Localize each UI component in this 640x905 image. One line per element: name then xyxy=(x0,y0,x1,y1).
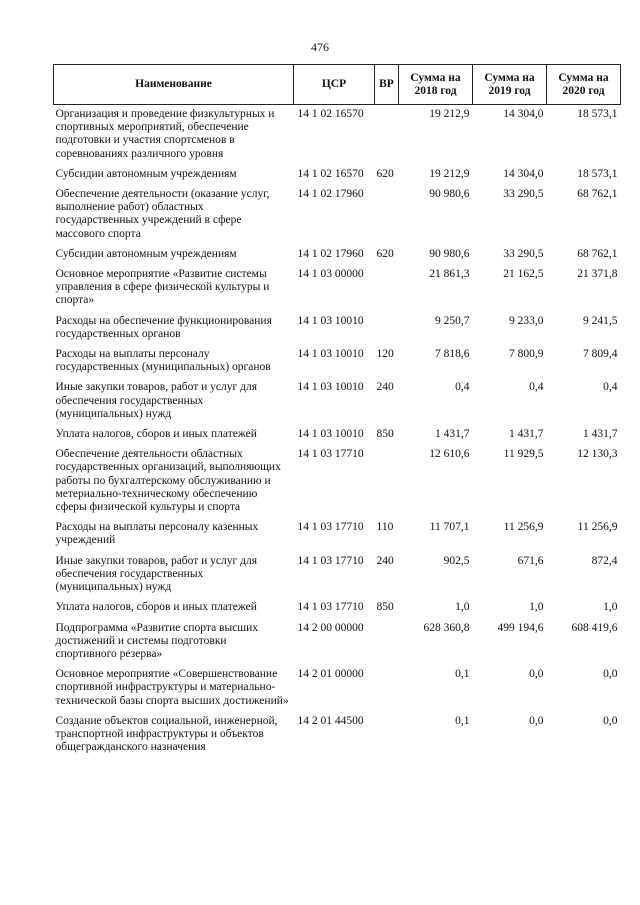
cell-sum-2018: 12 610,6 xyxy=(429,448,470,461)
table-row xyxy=(54,248,621,268)
cell-sum-2019: 1 431,7 xyxy=(509,428,544,441)
cell-sum-2018: 7 818,6 xyxy=(435,348,470,361)
cell-name: Обеспечение деятельности (оказание услуг, выполнение работ) областных государственных учреждений в сфере массового спорта xyxy=(55,188,270,240)
cell-vr xyxy=(375,268,399,315)
cell-sum-2019: 11 929,5 xyxy=(503,448,544,461)
header-name: Наименование xyxy=(54,65,294,105)
cell-vr: 850 xyxy=(376,601,394,614)
table-row xyxy=(54,168,621,188)
header-sum-2019: Сумма на 2019 год xyxy=(473,65,547,105)
cell-vr xyxy=(375,448,399,521)
cell-sum-2020: 872,4 xyxy=(591,554,618,567)
table-row xyxy=(54,348,621,381)
cell-sum-2018: 11 707,1 xyxy=(429,521,470,534)
table-header xyxy=(54,65,621,105)
table-row xyxy=(54,555,621,602)
cell-sum-2020: 9 241,5 xyxy=(583,314,618,327)
table-row xyxy=(54,622,621,669)
cell-name: Расходы на выплаты персоналу казенных учреждений xyxy=(55,521,259,547)
cell-csr: 14 2 01 44500 xyxy=(297,714,364,727)
table-row xyxy=(54,448,621,521)
cell-vr xyxy=(375,668,399,715)
cell-sum-2019: 0,0 xyxy=(529,714,544,727)
cell-vr: 120 xyxy=(376,348,394,361)
header-sum-2018: Сумма на 2018 год xyxy=(399,65,473,105)
cell-csr: 14 1 03 10010 xyxy=(297,381,364,394)
cell-sum-2018: 0,1 xyxy=(455,714,470,727)
cell-csr: 14 2 00 00000 xyxy=(297,621,364,634)
cell-vr xyxy=(375,105,399,168)
cell-csr: 14 1 03 10010 xyxy=(297,314,364,327)
cell-sum-2019: 33 290,5 xyxy=(503,188,544,201)
cell-csr: 14 1 02 17960 xyxy=(297,188,364,201)
table-row xyxy=(54,381,621,428)
cell-name: Расходы на обеспечение функционирования государственных органов xyxy=(55,314,272,340)
cell-sum-2018: 19 212,9 xyxy=(429,108,470,120)
cell-sum-2020: 12 130,3 xyxy=(577,448,618,461)
cell-sum-2019: 0,4 xyxy=(529,381,544,394)
cell-sum-2018: 90 980,6 xyxy=(429,247,470,260)
cell-sum-2019: 1,0 xyxy=(529,601,544,614)
cell-name: Расходы на выплаты персоналу государственных (муниципальных) органов xyxy=(55,348,271,374)
cell-sum-2020: 11 256,9 xyxy=(577,521,618,534)
cell-sum-2018: 1 431,7 xyxy=(435,428,470,441)
cell-sum-2018: 21 861,3 xyxy=(429,268,470,281)
cell-sum-2020: 0,0 xyxy=(603,668,618,681)
table-row xyxy=(54,668,621,715)
cell-csr: 14 1 03 17710 xyxy=(297,601,364,614)
cell-name: Подпрограмма «Развитие спорта высших достижений и системы подготовки спортивного резерва» xyxy=(55,621,259,660)
header-sum-2020: Сумма на 2020 год xyxy=(547,65,621,105)
cell-sum-2018: 90 980,6 xyxy=(429,188,470,201)
cell-sum-2020: 7 809,4 xyxy=(583,348,618,361)
cell-sum-2018: 628 360,8 xyxy=(423,621,470,634)
cell-csr: 14 1 03 00000 xyxy=(297,268,364,281)
table-row xyxy=(54,268,621,315)
cell-csr: 14 1 03 10010 xyxy=(297,348,364,361)
cell-sum-2019: 14 304,0 xyxy=(503,167,544,180)
cell-sum-2019: 21 162,5 xyxy=(503,268,544,281)
table-row xyxy=(54,601,621,621)
cell-csr: 14 1 03 17710 xyxy=(297,554,364,567)
cell-sum-2018: 902,5 xyxy=(443,554,470,567)
cell-name: Иные закупки товаров, работ и услуг для обеспечения государственных (муниципальных) нужд xyxy=(55,381,257,420)
cell-sum-2020: 18 573,1 xyxy=(577,167,618,180)
cell-sum-2020: 21 371,8 xyxy=(577,268,618,281)
cell-sum-2020: 68 762,1 xyxy=(577,188,618,201)
header-csr: ЦСР xyxy=(294,65,375,105)
table-row xyxy=(54,105,621,168)
cell-vr: 620 xyxy=(376,167,394,180)
cell-sum-2020: 0,0 xyxy=(603,714,618,727)
cell-csr: 14 1 02 16570 xyxy=(297,167,364,180)
cell-vr: 240 xyxy=(376,554,394,567)
cell-name: Организация и проведение физкультурных и спортивных мероприятий, обеспечение подготовки и участия спортсменов в соревнованиях различного уровня xyxy=(55,108,275,160)
cell-name: Уплата налогов, сборов и иных платежей xyxy=(55,428,257,441)
table-row xyxy=(54,715,621,762)
cell-csr: 14 1 02 17960 xyxy=(297,247,364,260)
cell-sum-2018: 19 212,9 xyxy=(429,167,470,180)
cell-sum-2018: 0,1 xyxy=(455,668,470,681)
cell-sum-2019: 14 304,0 xyxy=(503,108,544,120)
table-row xyxy=(54,428,621,448)
cell-vr: 620 xyxy=(376,247,394,260)
cell-name: Уплата налогов, сборов и иных платежей xyxy=(55,601,257,614)
cell-csr: 14 1 03 17710 xyxy=(297,521,364,534)
cell-name: Создание объектов социальной, инженерной, транспортной инфраструктуры и объектов общегражданского назначения xyxy=(55,714,278,754)
table-row xyxy=(54,521,621,554)
cell-name: Основное мероприятие «Совершенствование спортивной инфраструктуры и материально-технической базы спорта высших достижений» xyxy=(55,668,289,707)
cell-vr xyxy=(375,622,399,669)
table-body xyxy=(54,105,621,762)
cell-name: Обеспечение деятельности областных государственных организаций, выполняющих работы по бухгалтерскому обслуживанию и метериально-техническому обеспечению сферы физической культуры и спорта xyxy=(55,448,281,514)
cell-sum-2020: 608 419,6 xyxy=(571,621,618,634)
cell-sum-2020: 0,4 xyxy=(603,381,618,394)
cell-csr: 14 1 02 16570 xyxy=(297,108,364,120)
cell-sum-2019: 33 290,5 xyxy=(503,247,544,260)
page-number: 476 xyxy=(311,40,329,54)
cell-sum-2018: 0,4 xyxy=(455,381,470,394)
cell-name: Субсидии автономным учреждениям xyxy=(55,247,237,260)
table-row xyxy=(54,188,621,248)
table-row xyxy=(54,315,621,348)
cell-sum-2020: 68 762,1 xyxy=(577,247,618,260)
cell-sum-2019: 0,0 xyxy=(529,668,544,681)
cell-vr: 110 xyxy=(376,521,394,534)
cell-vr: 850 xyxy=(376,428,394,441)
cell-csr: 14 1 03 17710 xyxy=(297,448,364,461)
cell-vr xyxy=(375,715,399,762)
cell-name: Иные закупки товаров, работ и услуг для обеспечения государственных (муниципальных) нужд xyxy=(55,554,257,594)
cell-sum-2020: 1,0 xyxy=(603,601,618,614)
cell-name: Основное мероприятие «Развитие системы управления в сфере физической культуры и спорта» xyxy=(55,268,270,307)
cell-sum-2019: 11 256,9 xyxy=(503,521,544,534)
cell-csr: 14 2 01 00000 xyxy=(297,668,364,681)
cell-sum-2019: 9 233,0 xyxy=(509,314,544,327)
cell-csr: 14 1 03 10010 xyxy=(297,428,364,441)
header-vr: ВР xyxy=(375,65,399,105)
cell-sum-2019: 499 194,6 xyxy=(497,621,544,634)
cell-sum-2020: 1 431,7 xyxy=(583,428,618,441)
cell-sum-2020: 18 573,1 xyxy=(577,108,618,120)
cell-vr: 240 xyxy=(376,381,394,394)
cell-sum-2018: 1,0 xyxy=(455,601,470,614)
cell-sum-2019: 671,6 xyxy=(517,554,544,567)
budget-table xyxy=(53,64,621,761)
cell-sum-2018: 9 250,7 xyxy=(435,314,470,327)
cell-sum-2019: 7 800,9 xyxy=(509,348,544,361)
cell-vr xyxy=(375,188,399,248)
cell-name: Субсидии автономным учреждениям xyxy=(55,167,237,180)
cell-vr xyxy=(375,315,399,348)
